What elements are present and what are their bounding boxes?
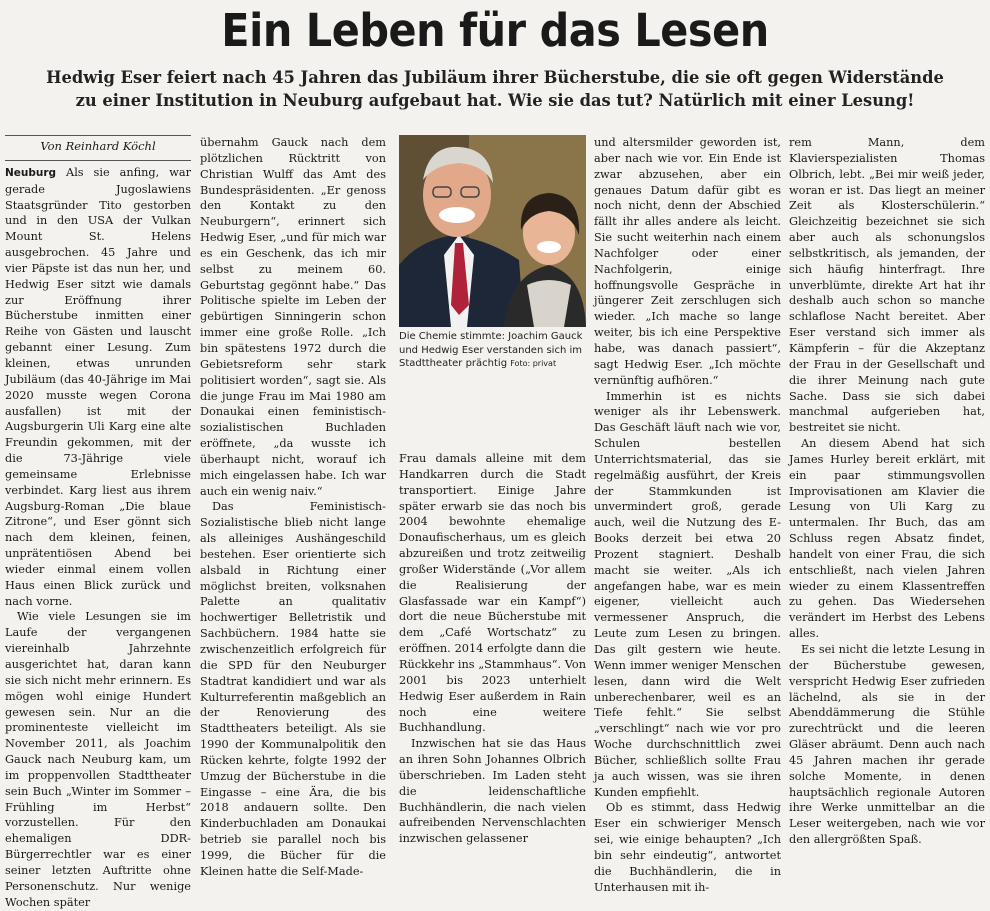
paragraph: An diesem Abend hat sich James Hurley bereit erklärt, mit ein paar stimmungsvollen Improvisationen am Klavier die Lesung von Uli Karg zu untermalen. Ihr Buch, das am Schluss regen Absatz findet, handelt von einer Frau, die sich entschließt, nach vielen Jahren wieder zu einem Klassentreffen zu gehen. Das Wiedersehen verändert im Herbst des Lebens alles. — [789, 437, 985, 641]
byline: Von Reinhard Köchl — [5, 135, 191, 161]
paragraph: Immerhin ist es nichts weniger als ihr Lebenswerk. Das Geschäft läuft nach wie vor, Schulen bestellen Unterrichtsmaterial, das sie regelmäßig ausführt, der Kreis der Stammkunden ist unvermindert groß, gerade auch, weil die Nutzung des E-Books derzeit bei etwa 20 Prozent stagniert. Deshalb macht sie weiter. „Als ich angefangen habe, war es mein eigener, vielleicht auch vermessener Anspruch, die Leute zum Lesen zu bringen. Das gilt gestern wie heute. Wenn immer weniger Menschen lesen, dann wird die Welt unberechenbarer, weil es an Tiefe fehlt.“ Sie selbst „verschlingt“ nach wie vor pro Woche durchschnittlich zwei Bücher, schließlich sollte Frau ja auch wissen, was sie ihren Kunden empfiehlt. — [594, 389, 781, 799]
paragraph: Inzwischen hat sie das Haus an ihren Sohn Johannes Olbrich überschrieben. Im Laden steht die leidenschaftliche Buchhändlerin, die nach vielen aufreibenden Nervenschlachten inzwischen gelassener — [399, 737, 586, 846]
paragraph: Frau damals alleine mit dem Handkarren durch die Stadt transportiert. Einige Jahre später erwarb sie das noch bis 2004 bewohnte ehemalige Donaufischerhaus, um es gleich abzureißen und trotz zeitweilig großer Widerstände („Vor allem die Realisierung der Glasfassade war ein Kampf“) dort die neue Bücherstube mit dem „Café Wortschatz“ zu eröffnen. 2014 erfolgte dann die Rückkehr ins „Stammhaus“. Von 2001 bis 2023 unterhielt Hedwig Eser außerdem in Rain noch eine weitere Buchhandlung. — [399, 452, 586, 735]
photo-illustration — [399, 135, 586, 327]
paragraph: rem Mann, dem Klavierspezialisten Thomas Olbrich, lebt. „Bei mir weiß jeder, woran er ist. Das liegt an meiner Zeit als Klosterschülerin.“ Gleichzeitig bezeichnet sie sich aber auch als schonungslos selbstkritisch, als jemanden, der sich häufig hinterfragt. Ihre unverblümte, direkte Art hat ihr deshalb auch schon so manche schlaflose Nacht bereitet. Aber Eser verstand sich immer als Kämpferin – für die Akzeptanz der Frau in der Gesellschaft und die ihrer Meinung nach gute Sache. Dass sie sich dabei manchmal aufgerieben hat, bestreitet sie nicht. — [789, 136, 985, 435]
photo-caption: Die Chemie stimmte: Joachim Gauck und Hedwig Eser verstanden sich im Stadttheater prächtig Foto: privat — [399, 331, 583, 369]
paragraph: übernahm Gauck nach dem plötzlichen Rücktritt von Christian Wulff das Amt des Bundespräsidenten. „Er genoss den Kontakt zu den Neuburgern“, erinnert sich Hedwig Eser, „und für mich war es ein Geschenk, das ich mir selbst zu meinem 60. Geburtstag gegönnt habe.“ Das Politische spielte im Leben der gebürtigen Sinningerin schon immer eine große Rolle. „Ich bin spätestens 1972 durch die Gebietsreform sehr stark politisiert worden“, sagt sie. Als die junge Frau im Mai 1980 am Donaukai einen feministisch-sozialistischen Buchladen eröffnete, „da wusste ich überhaupt nicht, worauf ich mich eingelassen habe. Ich war auch ein wenig naiv.“ — [200, 136, 386, 498]
photo-credit: Foto: privat — [510, 359, 557, 368]
paragraph: Das Feministisch-Sozialistische blieb nicht lange als alleiniges Aushängeschild bestehen. Eser orientierte sich alsbald in Richtung einer möglichst breiten, volksnahen Palette an qualitativ hochwertiger Belletristik und Sachbüchern. 1984 hatte sie zwischenzeitlich erfolgreich für die SPD für den Neuburger Stadtrat kandidiert und war als Kulturreferentin maßgeblich an der Renovierung des Stadttheaters beteiligt. Als sie 1990 der Kommunalpolitik den Rücken kehrte, folgte 1992 der Umzug der Bücherstube in die Eingasse – eine Ära, die bis 2018 andauern sollte. Den Kinderbuchladen am Donaukai betrieb sie parallel noch bis 1999, die Bücher für die Kleinen hatte die Self-Made- — [200, 500, 386, 878]
paragraph: Neuburg Als sie anfing, war gerade Jugoslawiens Staatsgründer Tito gestorben und in den USA der Vulkan Mount St. Helens ausgebrochen. 45 Jahre und vier Päpste ist das nun her, und Hedwig Eser sitzt wie damals zur Eröffnung ihrer Bücherstube inmitten einer Reihe von Gästen und lauscht gebannt einer Lesung. Zum kleinen, etwas unrunden Jubiläum (das 40-Jährige im Mai 2020 musste wegen Corona ausfallen) ist mit der Augsburgerin Uli Karg eine alte Freundin gekommen, mit der die 73-Jährige viele gemeinsame Erlebnisse verbindet. Karg liest aus ihrem Augsburg-Roman „Die blaue Zitrone“, und Eser gönnt sich nach dem kleinen, feinen, unprätentiösen Abend bei wieder einmal einem vollen Haus einen Blick zurück und nach vorne. — [5, 165, 191, 608]
photo — [399, 135, 586, 327]
column-3 — [399, 451, 586, 847]
subheadline: Hedwig Eser feiert nach 45 Jahren das Jubiläum ihrer Bücherstube, die sie oft gegen Widerstände zu einer Institution in Neuburg aufgebaut hat. Wie sie das tut? Natürlich mit einer Lesung! — [46, 68, 944, 110]
column-1 — [5, 135, 191, 911]
paragraph: Ob es stimmt, dass Hedwig Eser ein schwieriger Mensch sei, wie einige behaupten? „Ich bin sehr eindeutig“, antwortet die Buchhändlerin, die in Unterhausen mit ih- — [594, 801, 781, 894]
column-4 — [594, 135, 781, 896]
paragraph: Es sei nicht die letzte Lesung in der Bücherstube gewesen, verspricht Hedwig Eser zufrieden lächelnd, als sie in der Abenddämmerung die Stühle zurechtrückt und die leeren Gläser abräumt. Denn auch nach 45 Jahren machen ihr gerade solche Momente, in denen hauptsächlich regionale Autoren ihre Werke unmittelbar an die Leser weitergeben, nach wie vor den allergrößten Spaß. — [789, 643, 985, 847]
column-5 — [789, 135, 985, 848]
headline: Ein Leben für das Lesen — [221, 4, 769, 57]
dateline: Neuburg — [5, 166, 57, 179]
paragraph: und altersmilder geworden ist, aber nach wie vor. Ein Ende ist zwar abzusehen, aber ein genaues Datum dafür gibt es noch nicht, denn der Abschied fällt ihr alles andere als leicht. Sie sucht weiterhin nach einem Nachfolger oder einer Nachfolgerin, einige hoffnungsvolle Gespräche in jüngerer Zeit zerschlugen sich wieder. „Ich mache so lange weiter, bis ich eine Perspektive habe, was danach passiert“, sagt Hedwig Eser. „Ich möchte vernünftig aufhören.“ — [594, 136, 781, 387]
paragraph: Wie viele Lesungen sie im Laufe der vergangenen viereinhalb Jahrzehnte ausgerichtet hat, daran kann sie sich nicht mehr erinnern. Es mögen wohl einige Hundert gewesen sein. Nur an die prominenteste vielleicht im November 2011, als Joachim Gauck nach Neuburg kam, um im proppenvollen Stadttheater sein Buch „Winter im Sommer – Frühling im Herbst“ vorzustellen. Für den ehemaligen DDR-Bürgerrechtler war es einer seiner letzten Auftritte ohne Personenschutz. Nur wenige Wochen später — [5, 610, 191, 909]
column-2 — [200, 135, 386, 880]
